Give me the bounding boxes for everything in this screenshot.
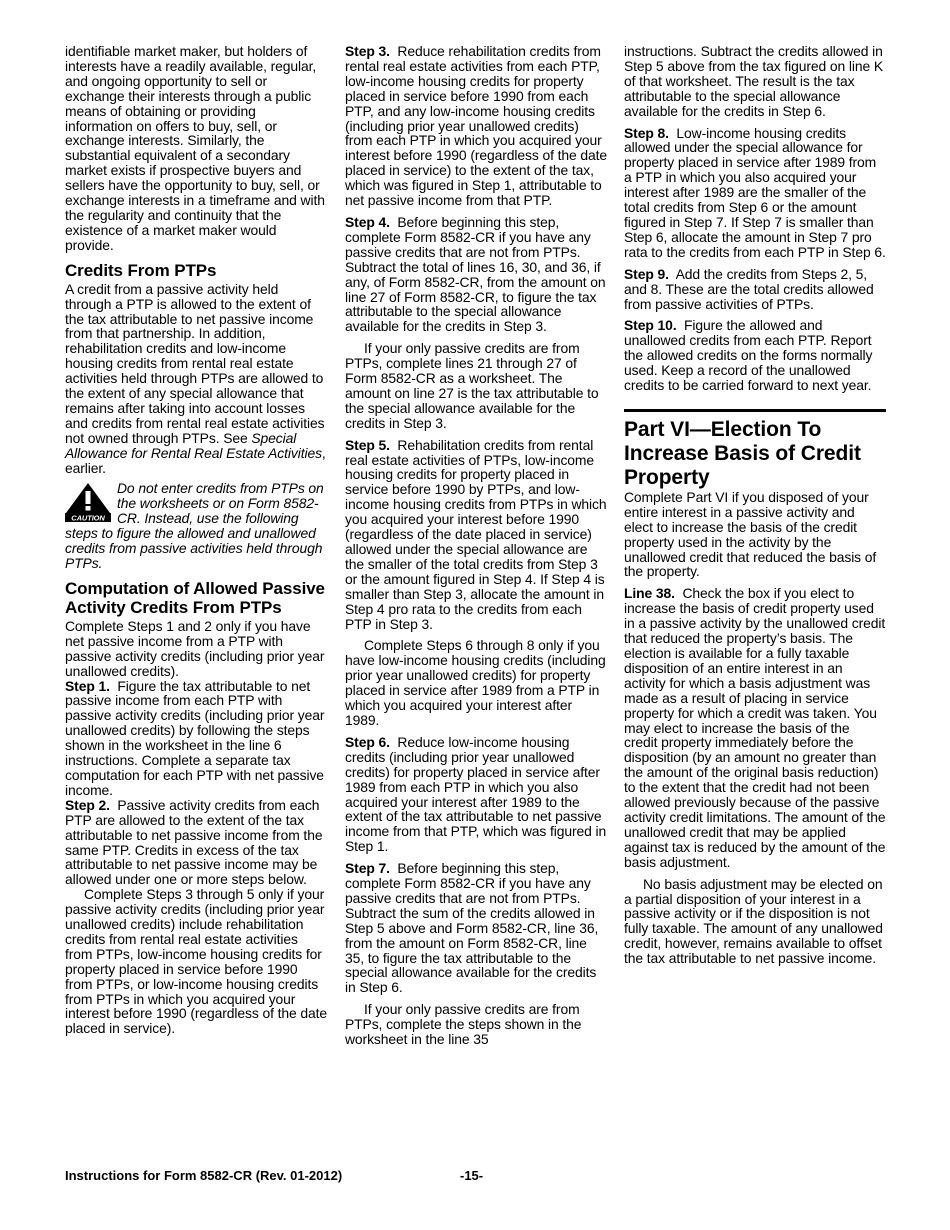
caution-note — [65, 481, 327, 570]
line-label: Line 38. — [624, 585, 675, 602]
paragraph-only-ptp-credits-2: If your only passive credits are from PTPs, complete the steps shown in the worksheet in the line 35 — [345, 1001, 582, 1048]
step-label: Step 3. — [345, 43, 390, 59]
step-label: Step 1. — [65, 677, 110, 694]
step-4: Step 4. Before beginning this step, complete Form 8582-CR if you have any passive credits that are not from PTPs. Subtract the total of lines 16, 30, and 36, if any, of Form 8582-CR, from the amount on line 27 of Form 8582-CR, to figure the tax attributable to the special allowance available for the credits in Step 3. — [345, 213, 606, 335]
footer-title: Instructions for Form 8582-CR (Rev. 01-2012) — [65, 1168, 343, 1183]
step-10: Step 10. Figure the allowed and unallowed credits from each PTP. Report the allowed credits on the forms normally used. Keep a record of the unallowed credits to be carried forward to next year. — [624, 317, 873, 394]
caution-text: Do not enter credits from PTPs on the worksheets or on Form 8582-CR. Instead, use the following steps to figure the allowed and unallowed credits from passive activities held through PTPs. — [65, 480, 324, 571]
step-2: Step 2. Passive activity credits from each PTP are allowed to the extent of the tax attributable to net passive income from the same PTP. Credits in excess of the tax attributable to net passive income may be allowed under one or more steps below. — [65, 796, 323, 888]
column-left — [65, 44, 327, 1036]
paragraph-only-ptp-credits: If your only passive credits are from PTPs, complete lines 21 through 27 of Form 8582-CR as a worksheet. The amount on line 27 is the tax attributable to the special allowance available for the credits in Step 3. — [345, 340, 599, 431]
step-label: Step 5. — [345, 436, 390, 453]
heading-computation: Computation of Allowed Passive Activity Credits From PTPs — [65, 578, 325, 617]
paragraph-credits-from-ptps: A credit from a passive activity held through a PTP is allowed to the extent of the tax attributable to net passive income from that partnership. In addition, rehabilitation credits and low-income housing credits from rental real estate activities held through PTPs are allowed to the extent of any special allowance that remains after taking into account losses and credits from rental real estate activities not owned through PTPs. See Special Allowance for Rental Real Estate Activities, earlier. — [65, 280, 326, 476]
paragraph-continued: instructions. Subtract the credits allowed in Step 5 above from the tax figured on line K of that worksheet. The result is the tax attributable to the special allowance available for the credits in Step 6. — [624, 43, 884, 119]
section-divider — [624, 409, 886, 412]
paragraph-complete-steps-3-5: Complete Steps 3 through 5 only if your passive activity credits (including prior year unallowed credits) include rehabilitation credits from rental real estate activities from PTPs, low-income housing credits for property placed in service before 1990 from PTPs, or low-income housing credits from PTPs in which you acquired your interest before 1990 (regardless of the date placed in service). — [65, 886, 328, 1037]
step-7: Step 7. Before beginning this step, complete Form 8582-CR if you have any passive credits that are not from PTPs. Subtract the sum of the credits allowed in Step 5 above and Form 8582-CR, line 36, from the amount on Form 8582-CR, line 35, to figure the tax attributable to the special allowance available for the credits in Step 6. — [345, 860, 599, 996]
paragraph-complete-steps-1-2: Complete Steps 1 and 2 only if you have net passive income from a PTP with passive activity credits (including prior year unallowed credits). — [65, 617, 325, 679]
paragraph-complete-steps-6-8: Complete Steps 6 through 8 only if you have low-income housing credits (including prior year unallowed credits) for property placed in service after 1989 from a PTP in which you acquired your interest after 1989. — [345, 637, 606, 728]
caution-icon — [65, 482, 111, 522]
column-right — [624, 44, 886, 966]
column-middle — [345, 44, 607, 1047]
paragraph-no-basis-adjustment: No basis adjustment may be elected on a partial disposition of your interest in a passive activity or if the disposition is not fully taxable. The amount of any unallowed credit, however, remains available to offset the tax attributable to net passive income. — [624, 875, 883, 967]
step-label: Step 6. — [345, 733, 390, 750]
step-label: Step 7. — [345, 860, 390, 877]
page-number: -15- — [460, 1168, 484, 1183]
step-8: Step 8. Low-income housing credits allowed under the special allowance for property placed in service after 1989 from a PTP in which you also acquired your interest after 1989 are the smaller of the total credits from Step 6 or the amount figured in Step 7. If Step 7 is smaller than Step 6, allocate the amount in Step 7 pro rata to the credits from each PTP in Step 6. — [624, 124, 886, 260]
step-label: Step 2. — [65, 796, 110, 813]
step-5: Step 5. Rehabilitation credits from rental real estate activities of PTPs, low-income housing credits for property placed in service before 1990 by PTPs, and low-income housing credits from PTPs in which you acquired your interest before 1990 (regardless of the date placed in service) allowed under the special allowance are the smaller of the total credits from Step 3 or the amount figured in Step 4. If Step 4 is smaller than Step 3, allocate the amount in Step 4 pro rata to the credits from each PTP in Step 3. — [345, 436, 607, 632]
heading-credits-from-ptps: Credits From PTPs — [65, 260, 217, 280]
page-footer — [65, 1168, 495, 1183]
step-label: Step 8. — [624, 124, 669, 141]
paragraph-market-maker: identifiable market maker, but holders of interests have a readily available, regular, and ongoing opportunity to sell or exchange their interests through a public means of obtaining or providing information on offers to buy, sell, or exchange interests. Similarly, the substantial equivalent of a secondary market exists if prospective buyers and sellers have the opportunity to buy, sell, or exchange interests in a timeframe and with the regularity and continuity that the existence of a market maker would provide. — [65, 43, 325, 253]
step-label: Step 9. — [624, 265, 669, 282]
paragraph-part-vi: Complete Part VI if you disposed of your entire interest in a passive activity and elect to increase the basis of the credit property used in the activity by the unallowed credit that reduced the basis of the property. — [624, 488, 877, 580]
step-9: Step 9. Add the credits from Steps 2, 5, and 8. These are the total credits allowed from passive activities of PTPs. — [624, 265, 874, 312]
step-1: Step 1. Figure the tax attributable to net passive income from each PTP with passive activity credits (including prior year unallowed credits) by following the steps shown in the worksheet in the line 6 instructions. Complete a separate tax computation for each PTP with net passive income. — [65, 677, 325, 798]
step-6: Step 6. Reduce low-income housing credits (including prior year unallowed credits) for property placed in service after 1989 from each PTP in which you also acquired your interest after 1989 to the extent of the tax attributable to net passive income from that PTP, which was figured in Step 1. — [345, 733, 607, 855]
caution-label: CAUTION — [71, 513, 105, 523]
step-label: Step 10. — [624, 317, 677, 334]
heading-part-vi: Part VI—Election To Increase Basis of Credit Property — [624, 417, 861, 489]
line-38: Line 38. Check the box if you elect to increase the basis of credit property used in a passive activity by the unallowed credit that reduced the property’s basis. The election is available for a fully taxable disposition of an entire interest in an activity for which a basis adjustment was made as a result of placing in service property for which a credit was taken. You may elect to increase the basis of the credit property immediately before the disposition (by an amount no greater than the amount of the original basis reduction) to the extent that the credit had not been allowed previously because of the passive activity credit limitations. The amount of the unallowed credit that may be applied against tax is reduced by the amount of the basis adjustment. — [624, 585, 886, 870]
step-label: Step 4. — [345, 213, 390, 230]
step-3: Step 3. Reduce rehabilitation credits from rental real estate activities from each PTP, low-income housing credits for property placed in service before 1990 from each PTP, and any low-income housing credits (including prior year unallowed credits) from each PTP in which you acquired your interest before 1990 (regardless of the date placed in service) to the extent of the tax, which was figured in Step 1, attributable to net passive income from that PTP. — [345, 43, 608, 209]
